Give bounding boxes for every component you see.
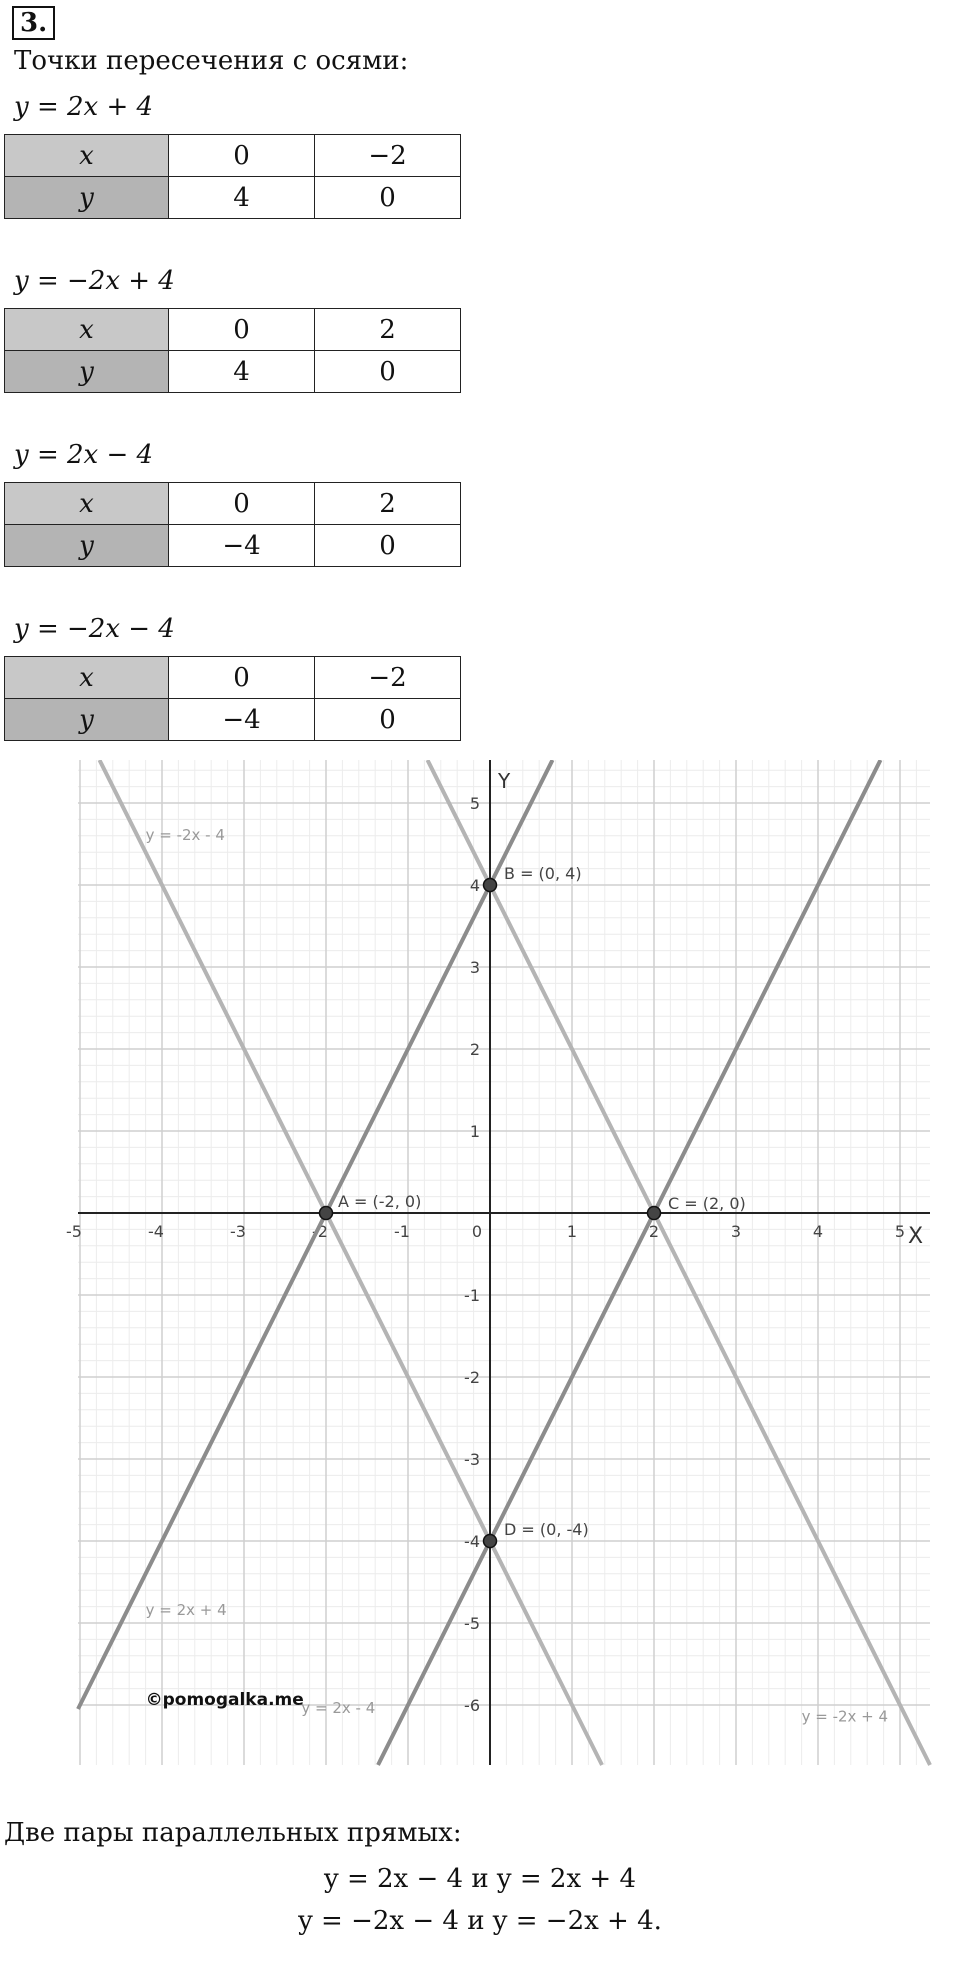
y-tick-label: -5 [464,1614,480,1633]
intersection-point [648,1207,661,1220]
x-tick-label: -2 [312,1222,328,1241]
equation-label: y = −2x + 4 [14,266,175,296]
y-tick-label: -3 [464,1450,480,1469]
series-label: y = -2x + 4 [801,1707,889,1726]
x-tick-label: 0 [471,1222,482,1241]
values-table [4,656,461,741]
y-header: y [5,699,169,741]
values-table [4,134,461,219]
x-header: x [5,309,169,351]
point-label: B = (0, 4) [504,864,582,883]
series-label: y = 2x + 4 [145,1600,227,1619]
table-cell: 0 [315,177,461,219]
series-label: y = 2x - 4 [301,1699,376,1718]
y-header: y [5,525,169,567]
point-label: C = (2, 0) [668,1194,746,1213]
table-cell: 2 [315,309,461,351]
point-label: D = (0, -4) [504,1520,589,1539]
y-tick-label: -6 [464,1696,480,1715]
x-tick-label: 1 [566,1222,578,1241]
intersection-point [484,1535,497,1548]
y-axis-label: Y [498,769,511,793]
conclusion-title: Две пары параллельных прямых: [4,1818,462,1848]
y-tick-label: -1 [464,1286,480,1305]
y-tick-label: 5 [469,794,480,813]
table-cell: 4 [169,351,315,393]
task-number: 3. [12,6,55,40]
equation-label: y = −2x − 4 [14,614,175,644]
y-tick-label: 2 [469,1040,480,1059]
x-header: x [5,135,169,177]
table-cell: −4 [169,525,315,567]
conclusion-line-1: y = 2x − 4 и y = 2x + 4 [324,1864,636,1894]
coordinate-graph [0,760,960,1770]
values-table [4,482,461,567]
table-cell: −2 [315,657,461,699]
table-cell: 0 [169,483,315,525]
y-tick-label: -4 [464,1532,480,1551]
x-axis-label: X [908,1224,924,1249]
table-cell: 0 [315,699,461,741]
equation-label: y = 2x − 4 [14,440,154,470]
x-tick-label: 2 [648,1222,660,1241]
intersection-point [484,879,497,892]
x-tick-label: 5 [894,1222,906,1241]
table-cell: −2 [315,135,461,177]
table-cell: 0 [169,309,315,351]
x-tick-label: 3 [730,1222,742,1241]
y-tick-label: 1 [469,1122,480,1141]
intersection-point [320,1207,333,1220]
values-table [4,308,461,393]
x-tick-label: 4 [812,1222,824,1241]
heading: Точки пересечения с осями: [14,46,409,76]
table-cell: 2 [315,483,461,525]
point-label: A = (-2, 0) [338,1192,422,1211]
x-tick-label: -1 [394,1222,410,1241]
y-header: y [5,351,169,393]
y-tick-label: 3 [469,958,480,977]
table-cell: 0 [315,351,461,393]
table-cell: −4 [169,699,315,741]
conclusion-line-2: y = −2x − 4 и y = −2x + 4. [298,1906,662,1936]
y-header: y [5,177,169,219]
table-cell: 4 [169,177,315,219]
x-header: x [5,483,169,525]
watermark: ©pomogalka.me [145,1690,304,1710]
table-cell: 0 [169,657,315,699]
x-tick-label: -3 [230,1222,246,1241]
y-tick-label: -2 [464,1368,480,1387]
table-cell: 0 [315,525,461,567]
x-tick-label: -5 [66,1222,82,1241]
x-tick-label: -4 [148,1222,164,1241]
equation-label: y = 2x + 4 [14,92,154,122]
table-cell: 0 [169,135,315,177]
x-header: x [5,657,169,699]
series-label: y = -2x - 4 [145,825,225,844]
y-tick-label: 4 [469,876,480,895]
